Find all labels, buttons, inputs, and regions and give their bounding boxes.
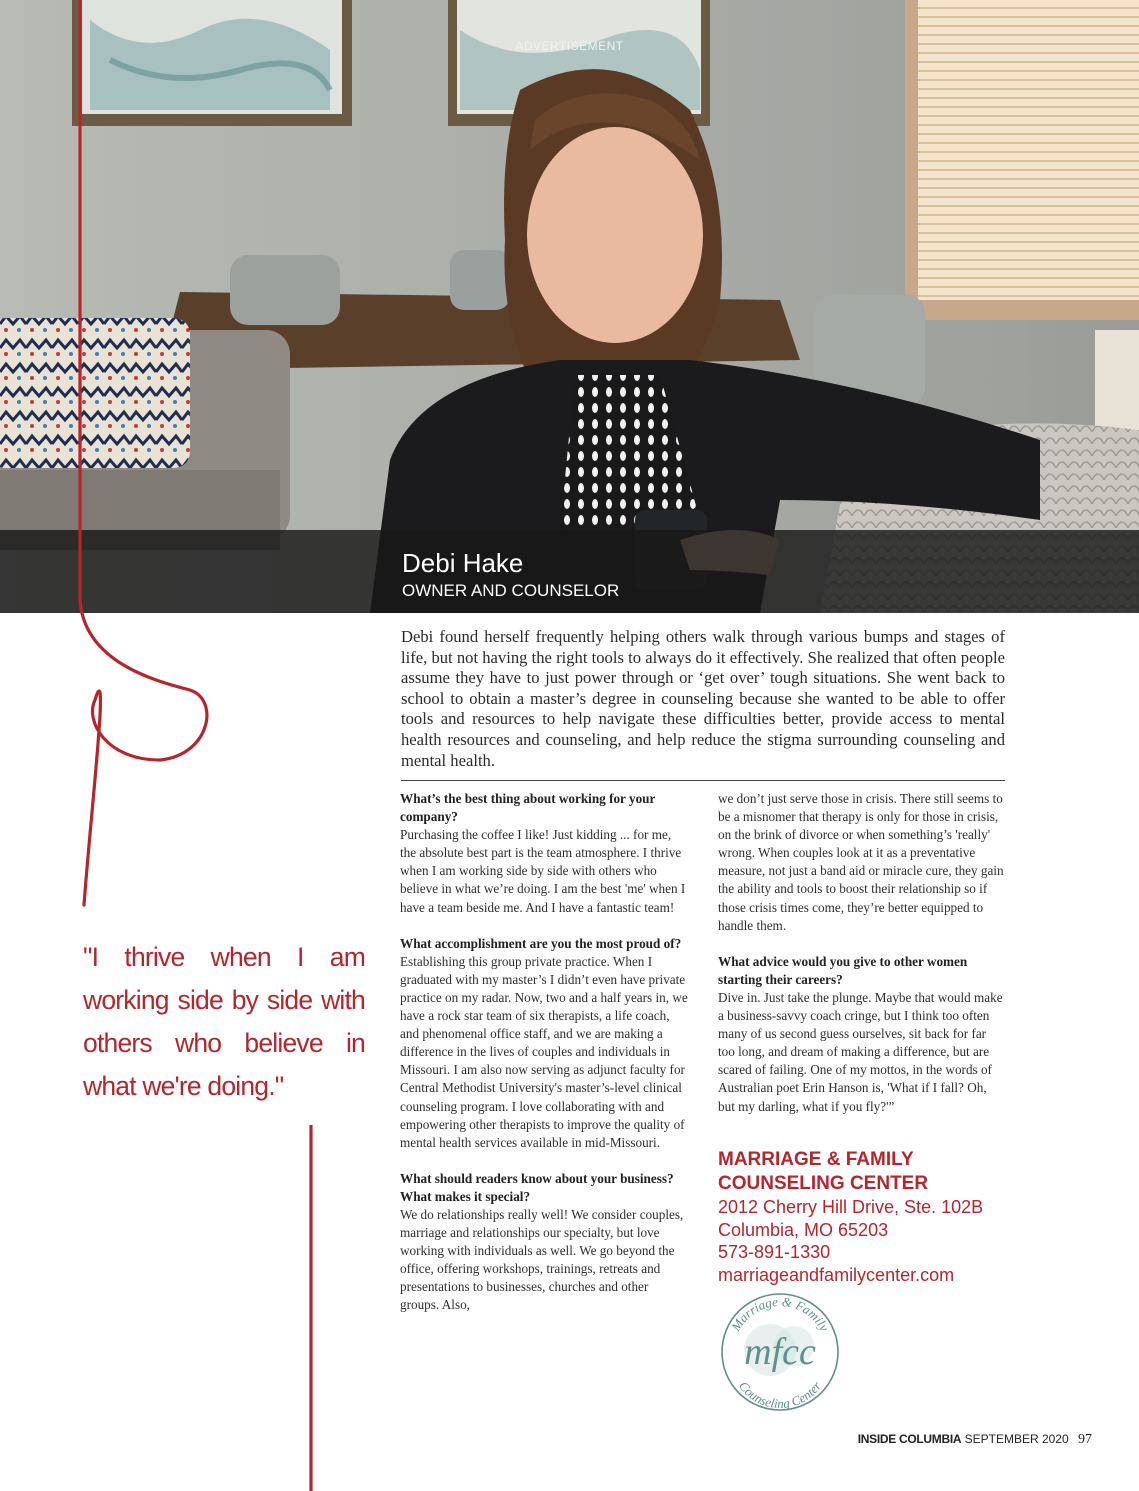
advertisement-label: ADVERTISEMENT: [515, 39, 624, 53]
person-title: OWNER AND COUNSELOR: [402, 581, 620, 600]
contact-block: [718, 1148, 1008, 1286]
organization-name: [718, 1148, 1008, 1196]
address-line: 2012 Cherry Hill Drive, Ste. 102B: [718, 1197, 984, 1217]
question-heading: What’s the best thing about working for your company?: [400, 791, 656, 825]
address-line: Columbia, MO 65203: [718, 1219, 889, 1240]
org-name-line: MARRIAGE & FAMILY: [718, 1149, 914, 1170]
logo-top-arc: Marriage & Family: [728, 1293, 833, 1334]
column-left: [400, 790, 688, 1315]
publication-name: INSIDE COLUMBIA: [857, 1432, 962, 1446]
page-footer: [858, 1432, 1092, 1448]
org-name-line: COUNSELING CENTER: [718, 1173, 929, 1194]
page-number: 97: [1078, 1432, 1092, 1447]
portrait-illustration: [0, 0, 1139, 613]
pull-quote: "I thrive when I am working side by side with others who believe in what we're doing.": [83, 942, 365, 1101]
hero-photo: [0, 0, 1139, 613]
answer-text: We do relationships really well! We consider couples, marriage and relationships our specialty, but love working with individuals as well. We go beyond the office, offering workshops, trainings, retreats and presentations to businesses, churches and other groups. Also,: [400, 1206, 684, 1313]
issue-date: SEPTEMBER 2020: [964, 1432, 1069, 1446]
question-heading: What advice would you give to other women starting their careers?: [718, 953, 968, 987]
phone-number: 573-891-1330: [718, 1242, 831, 1262]
answer-text: Purchasing the coffee I like! Just kidding ... for me, the absolute best part is the team atmosphere. I thrive when I am working side by side with others who believe in what we’re doing. I am the best 'me' when I have a team beside me. And I have a fantastic team!: [400, 827, 686, 915]
question-heading: What accomplishment are you the most proud of?: [400, 935, 682, 951]
answer-text: Establishing this group private practice. When I graduated with my master’s I didn’t even have private practice on my radar. Now, two and a half years in, we have a rock star team of six therapists, a life coach, and phenomenal office staff, and we are making a difference in the lives of couples and individuals in Missouri. I am also now serving as adjunct faculty for Central Methodist University's master’s-level clinical counseling program. I love collaborating with and empowering other therapists to improve the quality of mental health services available in mid-Missouri.: [400, 953, 688, 1150]
intro-paragraph: Debi found herself frequently helping others walk through various bumps and stages of life, but not having the right tools to always do it effectively. She realized that often people assume they have to just power through or ‘get over’ tough situations. She went back to school to obtain a master’s degree in counseling because she wanted to be able to offer tools and resources to help navigate these difficulties better, provide access to mental health resources and counseling, and help reduce the stigma surrounding counseling and mental health.: [401, 627, 1005, 770]
answer-text: we don’t just serve those in crisis. There still seems to be a misnomer that therapy is only for those in crisis, on the brink of divorce or when something’s 'really' wrong. When couples look at it as a preventative measure, not just a band aid or miracle cure, they gain the ability and tools to boost their relationship so if those crisis times come, they’re better equipped to handle them.: [718, 791, 1004, 933]
question-heading: What should readers know about your business? What makes it special?: [400, 1170, 674, 1204]
answer-text: Dive in. Just take the plunge. Maybe that would make a business-savvy coach cringe, but I think too often many of us second guess ourselves, sit back for far too long, and dream of making a difference, but are scared of failing. One of my mottos, in the words of Australian poet Erin Hanson is, 'What if I fall? Oh, but my darling, what if you fly?'”: [718, 989, 1003, 1114]
divider: [401, 780, 1005, 781]
column-right: [718, 790, 1006, 1116]
person-name: Debi Hake: [402, 548, 524, 578]
logo-bottom-arc: Counseling Center: [735, 1378, 825, 1412]
mfcc-logo: [708, 1288, 850, 1418]
website-link[interactable]: marriageandfamilycenter.com: [718, 1264, 955, 1285]
logo-initials: mfcc: [744, 1331, 816, 1373]
